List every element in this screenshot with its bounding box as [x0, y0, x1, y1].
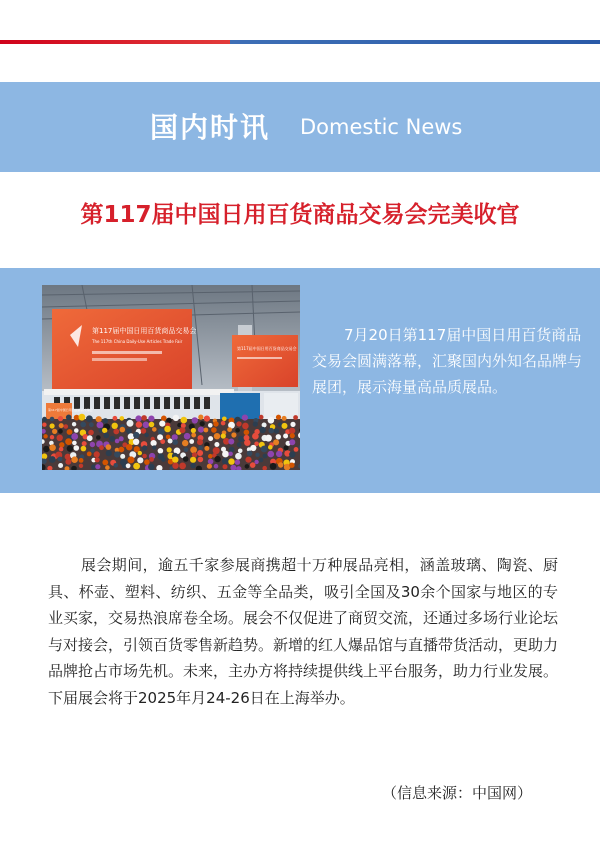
crowd-figure [229, 452, 233, 456]
crowd-figure [190, 463, 196, 469]
crowd-figure [89, 422, 94, 427]
crowd-figure [229, 447, 235, 453]
crowd-figure [133, 439, 139, 445]
crowd-figure [159, 421, 165, 427]
crowd-figure [211, 427, 217, 433]
crowd-figure [136, 421, 142, 427]
crowd-figure [158, 448, 164, 454]
crowd-figure [184, 433, 191, 440]
photo-caption: 7月20日第117届中国日用百货商品交易会圆满落幕，汇聚国内外知名品牌与展团，展示海量高品质展品。 [312, 326, 583, 396]
crowd-figure [102, 428, 107, 433]
crowd-figure [160, 439, 165, 444]
crowd-figure [65, 438, 72, 445]
crowd-figure [67, 445, 74, 452]
banner-sign-text: 第117届中国日用百货商品交易会 [48, 408, 93, 412]
crowd-figure [79, 464, 83, 468]
crowd-figure [245, 457, 251, 463]
crowd-figure [106, 444, 112, 450]
crowd-figure [141, 415, 147, 421]
crowd-figure [72, 422, 76, 426]
crowd-figure [270, 463, 277, 470]
crowd-figure [283, 434, 288, 439]
crowd-figure [95, 457, 100, 462]
crowd-figure [278, 462, 283, 467]
crowd-figure [120, 454, 125, 459]
crowd-figure [191, 433, 196, 438]
crowd-figure [50, 423, 55, 428]
crowd-figure [59, 442, 64, 447]
crowd-figure [293, 415, 298, 420]
crowd-figure [43, 446, 49, 452]
crowd-figure [227, 427, 232, 432]
crowd-figure [145, 433, 149, 437]
crowd-figure [183, 456, 189, 462]
crowd-figure [138, 451, 142, 455]
crowd-figure [238, 449, 243, 454]
article-headline: 第117届中国日用百货商品交易会完美收官 [80, 202, 520, 228]
crowd-figure [198, 427, 204, 433]
crowd-figure [263, 454, 268, 459]
crowd-figure [242, 415, 248, 421]
crowd-figure [172, 439, 178, 445]
crowd-figure [102, 460, 108, 466]
crowd-figure [242, 423, 249, 430]
crowd-figure [50, 435, 54, 439]
crowd-figure [59, 447, 64, 452]
crowd-figure [49, 456, 56, 463]
crowd-figure [109, 436, 115, 442]
crowd-figure [72, 441, 77, 446]
crowd-figure [172, 457, 178, 463]
crowd-figure [59, 423, 64, 428]
crowd-figure [222, 458, 229, 465]
crowd-figure [126, 444, 132, 450]
crowd-figure [181, 417, 188, 424]
crowd-figure [235, 453, 242, 460]
crowd-figure [265, 435, 272, 442]
crowd-figure [207, 464, 212, 469]
crowd-figure [52, 429, 57, 434]
crowd-figure [43, 434, 47, 438]
crowd-figure [74, 445, 80, 451]
crowd-figure [152, 427, 157, 432]
crowd-figure [113, 416, 118, 421]
crowd-figure [105, 465, 110, 470]
crowd-figure [143, 422, 150, 429]
crowd-figure [79, 414, 86, 421]
crowd-figure [252, 433, 259, 440]
crowd-figure [204, 416, 210, 422]
crowd-figure [57, 435, 63, 441]
crowd-figure [192, 417, 198, 423]
crowd-figure [190, 457, 196, 463]
crowd-figure [180, 427, 186, 433]
crowd-figure [289, 428, 295, 434]
exhibition-photo [42, 285, 300, 470]
crowd-figure [208, 436, 213, 441]
crowd-figure [289, 451, 295, 457]
crowd-figure [42, 417, 47, 422]
crowd-figure [282, 416, 287, 421]
crowd-figure [82, 441, 87, 446]
crowd-figure [66, 415, 72, 421]
crowd-figure [142, 445, 147, 450]
crowd-figure [58, 429, 63, 434]
crowd-figure [250, 445, 256, 451]
crowd-figure [114, 451, 120, 457]
top-rule-red [0, 40, 230, 44]
crowd-figure [208, 459, 214, 465]
crowd-figure [58, 463, 63, 468]
exhibition-photo-illustration [42, 285, 300, 470]
banner-left-subtext: The 117th China Daily-Use Articles Trade Fair [92, 339, 183, 344]
crowd-figure [87, 452, 92, 457]
article-source: （信息来源：中国网） [382, 784, 533, 802]
crowd-figure [237, 442, 242, 447]
crowd-figure [204, 428, 209, 433]
crowd-figure [228, 439, 234, 445]
crowd-figure [119, 436, 124, 441]
crowd-figure [161, 457, 166, 462]
crowd-figure [284, 445, 289, 450]
crowd-figure [88, 430, 94, 436]
crowd-figure [42, 423, 46, 427]
crowd-figure [115, 439, 120, 444]
crowd-figure [97, 422, 104, 429]
crowd-figure [250, 462, 256, 468]
crowd-figure [221, 421, 226, 426]
crowd-figure [158, 428, 165, 435]
crowd-figure [167, 447, 172, 452]
crowd-figure [67, 429, 73, 435]
crowd-figure [214, 433, 220, 439]
crowd-figure [213, 421, 218, 426]
crowd-figure [245, 464, 250, 469]
crowd-figure [99, 445, 104, 450]
banner-left-text: 第117届中国日用百货商品交易会 [92, 327, 197, 335]
crowd-figure [182, 440, 188, 446]
crowd-figure [148, 416, 154, 422]
crowd-figure [103, 418, 109, 424]
photo-band [0, 268, 600, 493]
crowd-figure [126, 463, 131, 468]
crowd-figure [49, 444, 56, 451]
crowd-figure [168, 439, 173, 444]
crowd-figure [282, 423, 288, 429]
crowd-figure [149, 422, 155, 428]
crowd-figure [149, 457, 154, 462]
crowd-figure [137, 457, 143, 463]
crowd-figure [259, 415, 264, 420]
crowd-figure [58, 416, 63, 421]
crowd-figure [198, 415, 203, 420]
crowd-figure [135, 415, 141, 421]
crowd-figure [71, 456, 78, 463]
crowd-figure [103, 433, 109, 439]
crowd-figure [106, 450, 112, 456]
crowd-figure [173, 415, 179, 421]
crowd-figure [79, 458, 84, 463]
crowd-figure [74, 428, 79, 433]
section-title-en: Domestic News [300, 115, 463, 139]
crowd-figure [172, 463, 178, 469]
crowd-figure [235, 428, 240, 433]
crowd-figure [222, 451, 229, 458]
crowd-figure [260, 427, 266, 433]
crowd-figure [120, 416, 125, 421]
crowd-figure [289, 463, 294, 468]
crowd-figure [244, 440, 250, 446]
crowd-figure [71, 433, 78, 440]
crowd-figure [113, 429, 119, 435]
crowd-figure [141, 428, 147, 434]
crowd-figure [152, 445, 156, 449]
crowd-figure [238, 436, 244, 442]
crowd-figure [222, 417, 227, 422]
crowd-figure [94, 451, 100, 457]
crowd-figure [200, 421, 205, 426]
crowd-figure [166, 435, 171, 440]
crowd-figure [95, 464, 100, 469]
crowd-figure [244, 430, 250, 436]
crowd-figure [262, 423, 267, 428]
crowd-figure [64, 424, 69, 429]
crowd-figure [119, 447, 125, 453]
crowd-figure [268, 451, 275, 458]
crowd-figure [228, 458, 234, 464]
crowd-figure [198, 457, 204, 463]
crowd-figure [151, 440, 157, 446]
crowd-figure [81, 446, 87, 452]
article-body: 展会期间，逾五千家参展商携超十万种展品亮相，涵盖玻璃、陶瓷、厨具、杯壶、塑料、纺织、五金等全品类，吸引全国及30余个国家与地区的专业买家，交易热浪席卷全场。展会不仅促进了商贸交流，还通过多场行业论坛与对接会，引领百货零售新趋势。新增的红人爆品馆与直播带货活动，更助力品牌抢占市场先机。未来，主办方将持续提供线上平台服务，助力行业发展。下届展会将于2025年月24-26日在上海举办。 [48, 556, 559, 707]
crowd-figure [190, 447, 197, 454]
crowd-figure [276, 451, 282, 457]
crowd-figure [65, 459, 71, 465]
crowd-figure [148, 464, 155, 470]
top-rule [0, 40, 600, 44]
crowd-figure [144, 459, 150, 465]
crowd-figure [235, 460, 240, 465]
crowd-figure [166, 418, 172, 424]
crowd-figure [214, 456, 220, 462]
crowd-figure [261, 446, 268, 453]
crowd-figure [247, 451, 253, 457]
crowd-figure [96, 416, 102, 422]
crowd-figure [254, 460, 258, 464]
crowd-figure [253, 422, 258, 427]
crowd-figure [289, 439, 295, 445]
crowd-figure [290, 422, 295, 427]
crowd-figure [133, 463, 140, 470]
crowd-figure [214, 464, 219, 469]
section-title-cn: 国内时讯 [150, 111, 271, 144]
crowd-figure [90, 449, 94, 453]
crowd-figure [127, 420, 134, 427]
crowd-figure [80, 422, 86, 428]
crowd-figure [86, 415, 93, 422]
crowd-figure [191, 428, 196, 433]
crowd-figure [179, 463, 186, 470]
crowd-figure [213, 447, 220, 454]
crowd-figure [273, 439, 279, 445]
crowd-figure [231, 432, 236, 437]
crowd-figure [290, 433, 295, 438]
crowd-figure [198, 446, 203, 451]
banner-right-text: 第117届中国日用百货商品交易会 [237, 346, 297, 351]
crowd-figure [268, 445, 273, 450]
crowd-figure [294, 447, 299, 452]
crowd-figure [236, 421, 241, 426]
crowd-figure [161, 416, 167, 422]
crowd-figure [142, 454, 147, 459]
crowd-figure [268, 417, 275, 424]
crowd-figure [90, 442, 95, 447]
crowd-figure [255, 453, 259, 457]
crowd-figure [221, 433, 226, 438]
crowd-figure [120, 427, 126, 433]
crowd-figure [96, 435, 101, 440]
crowd-figure [259, 458, 264, 463]
top-rule-blue [230, 40, 600, 44]
crowd-figure [197, 439, 203, 445]
crowd-figure [276, 415, 281, 420]
crowd-figure [208, 454, 213, 459]
section-banner [0, 82, 600, 172]
crowd-figure [269, 428, 275, 434]
crowd-figure [274, 428, 279, 433]
crowd-figure [189, 439, 194, 444]
crowd-figure [87, 435, 93, 441]
crowd-figure [65, 454, 71, 460]
crowd-figure [184, 447, 189, 452]
crowd-figure [58, 457, 63, 462]
crowd-figure [50, 417, 55, 422]
crowd-figure [208, 423, 213, 428]
crowd-figure [112, 423, 118, 429]
crowd-figure [276, 434, 281, 439]
crowd-figure [164, 426, 171, 433]
crowd-figure [214, 442, 219, 447]
crowd-figure [126, 428, 132, 434]
crowd-figure [197, 450, 203, 456]
crowd-figure [204, 446, 209, 451]
crowd-figure [133, 432, 139, 438]
crowd-figure [128, 456, 135, 463]
crowd-figure [223, 464, 228, 469]
crowd-figure [114, 463, 119, 468]
